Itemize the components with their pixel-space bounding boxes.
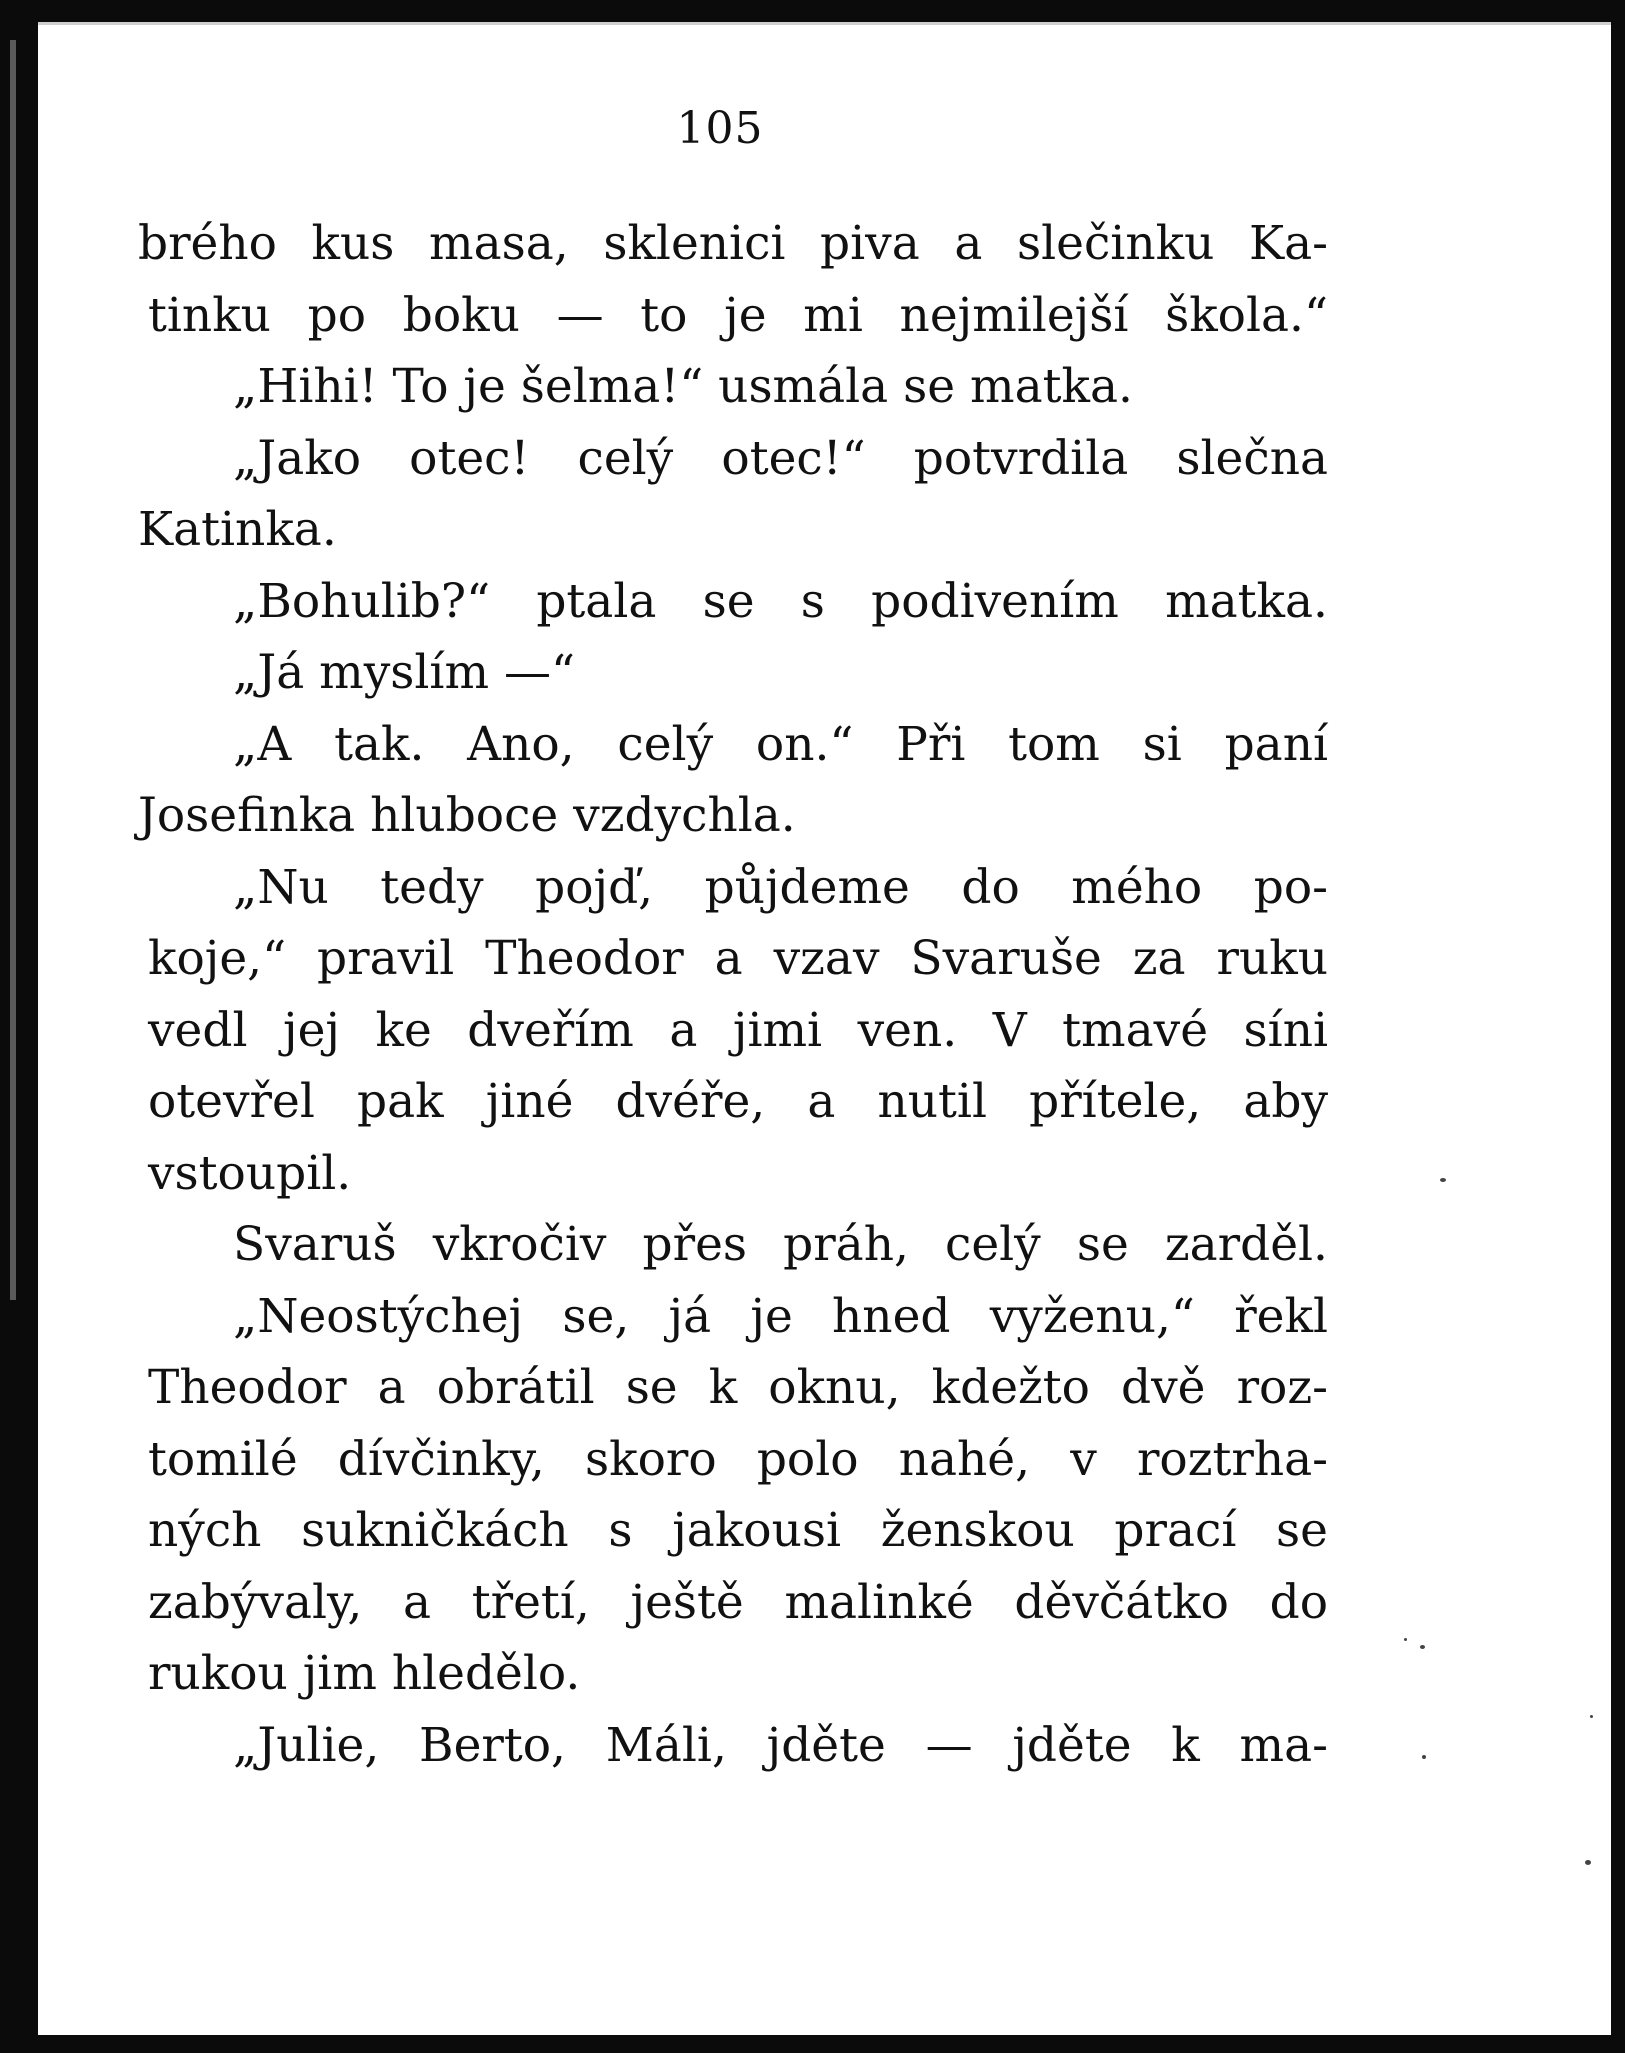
text-line: brého kus masa, sklenici piva a slečinku Ka-	[138, 216, 1328, 271]
text-line: „Hihi! To je šelma!“ usmála se matka.	[233, 359, 1133, 414]
scan-border-top	[0, 0, 1625, 22]
text-line: Theodor a obrátil se k oknu, kdežto dvě roz-	[148, 1360, 1328, 1415]
dust-speck	[1585, 1860, 1591, 1865]
text-line: Svaruš vkročiv přes práh, celý se zarděl.	[233, 1217, 1328, 1272]
text-line: „Jako otec! celý otec!“ potvrdila slečna	[233, 430, 1328, 486]
dust-speck	[1440, 1178, 1446, 1182]
text-line: Katinka.	[138, 502, 337, 557]
text-line: koje,“ pravil Theodor a vzav Svaruše za ruku	[148, 931, 1328, 986]
text-line: „Já myslím —“	[233, 645, 575, 700]
text-line: zabývaly, a třetí, ještě malinké děvčátko do	[148, 1574, 1328, 1630]
text-line: ných sukničkách s jakousi ženskou prací se	[148, 1503, 1328, 1558]
dust-speck	[1422, 1755, 1426, 1759]
scan-edge-line	[38, 22, 1611, 25]
text-line: vstoupil.	[148, 1145, 352, 1201]
text-line: „A tak. Ano, celý on.“ Při tom si paní	[233, 716, 1328, 772]
text-line: „Bohulib?“ ptala se s podivením matka.	[233, 573, 1328, 629]
dust-speck	[1590, 1715, 1593, 1718]
scan-border-right	[1611, 0, 1625, 2053]
text-line: „Nu tedy pojď, půjdeme do mého po-	[233, 859, 1328, 915]
dust-speck	[1420, 1645, 1425, 1649]
text-line: vedl jej ke dveřím a jimi ven. V tmavé síni	[148, 1002, 1328, 1058]
scan-border-left	[0, 0, 38, 2053]
text-line: „Julie, Berto, Máli, jděte — jděte k ma-	[233, 1717, 1328, 1773]
text-line: tinku po boku — to je mi nejmilejší škola.“	[148, 287, 1328, 343]
text-line: „Neostýchej se, já je hned vyženu,“ řekl	[233, 1288, 1328, 1344]
text-line: otevřel pak jiné dvéře, a nutil přítele, aby	[148, 1074, 1328, 1129]
scan-binding-shadow	[10, 40, 16, 1300]
text-line: tomilé dívčinky, skoro polo nahé, v roztrha-	[148, 1431, 1328, 1487]
dust-speck	[1404, 1638, 1407, 1641]
body-text	[138, 208, 1328, 1781]
text-line: rukou jim hledělo.	[148, 1646, 581, 1701]
text-line: Josefinka hluboce vzdychla.	[138, 788, 796, 843]
scan-border-bottom	[0, 2035, 1625, 2053]
page-number: 105	[676, 103, 764, 154]
